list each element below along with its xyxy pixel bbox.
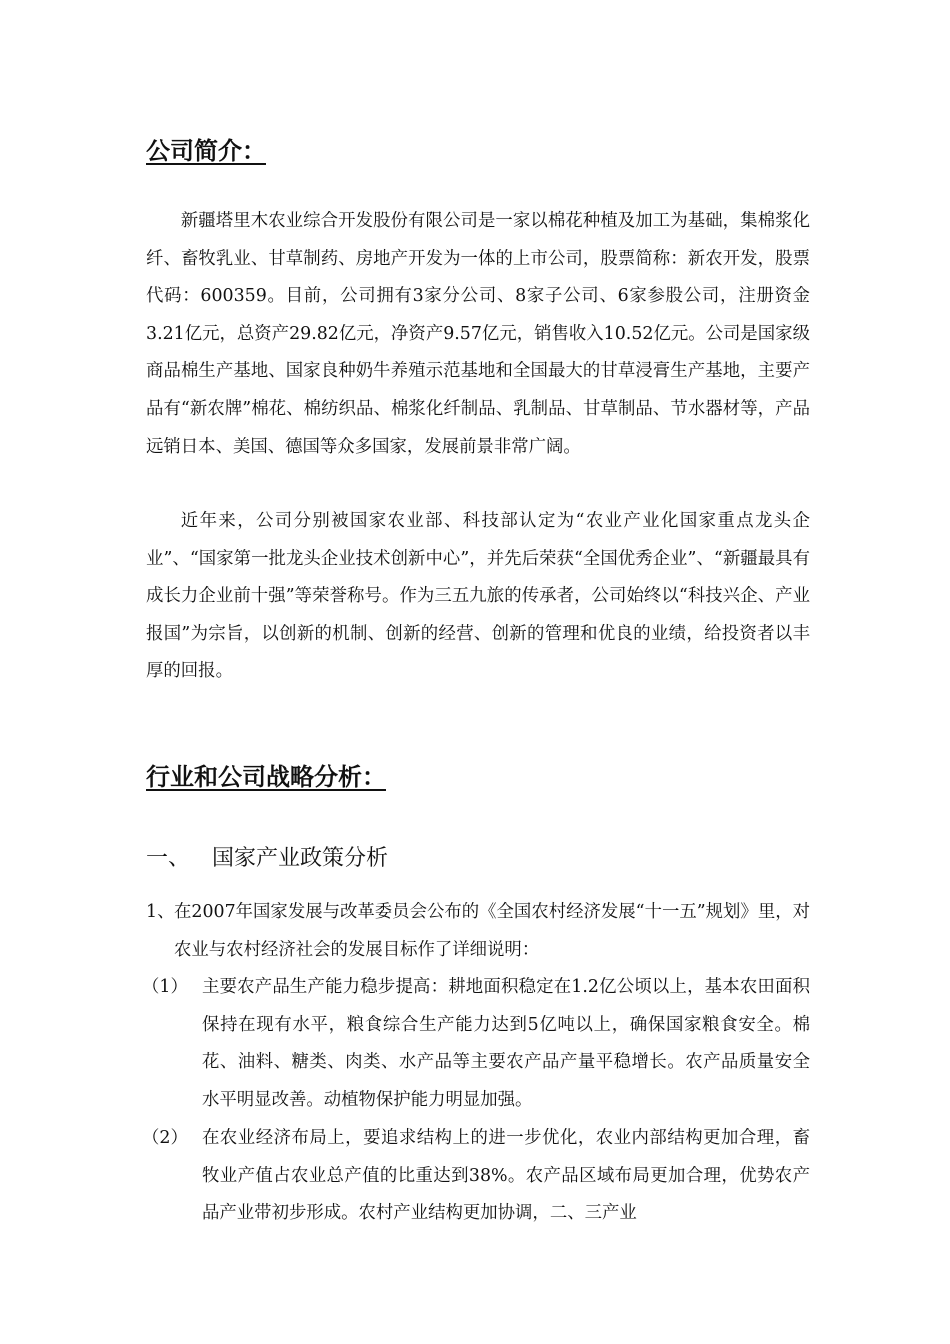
subheading-policy-analysis bbox=[146, 844, 388, 874]
list-subitem-1 bbox=[142, 969, 810, 1119]
subheading-number: 一、 bbox=[146, 846, 191, 871]
heading-strategy-analysis: 行业和公司战略分析： bbox=[146, 763, 386, 791]
list-subitem-1-label: （1） bbox=[142, 977, 188, 997]
paragraph-company-honors: 近年来，公司分别被国家农业部、科技部认定为“农业产业化国家重点龙头企业”、“国家第一批龙头企业技术创新中心”，并先后荣获“全国优秀企业”、“新疆最具有成长力企业前十强”等荣誉称号。作为三五九旅的传承者，公司始终以“科技兴企、产业报国”为宗旨，以创新的机制、创新的经营、创新的管理和优良的业绩，给投资者以丰厚的回报。 bbox=[146, 511, 810, 682]
list-subitem-1-text: 主要农产品生产能力稳步提高：耕地面积稳定在1.2亿公顷以上，基本农田面积保持在现有水平，粮食综合生产能力达到5亿吨以上，确保国家粮食安全。棉花、油料、糖类、肉类、水产品等主要农产品产量平稳增长。农产品质量安全水平明显改善。动植物保护能力明显加强。 bbox=[202, 977, 810, 1110]
list-subitem-2-text: 在农业经济布局上，要追求结构上的进一步优化，农业内部结构更加合理，畜牧业产值占农业总产值的比重达到38%。农产品区域布局更加合理，优势农产品产业带初步形成。农村产业结构更加协调，二、三产业 bbox=[202, 1128, 810, 1224]
list-item-1 bbox=[146, 894, 810, 969]
list-subitem-2-label: （2） bbox=[142, 1128, 188, 1148]
list-subitem-2 bbox=[142, 1120, 810, 1233]
list-item-1-text: 在2007年国家发展与改革委员会公布的《全国农村经济发展“十一五”规划》里，对农业与农村经济社会的发展目标作了详细说明： bbox=[174, 902, 810, 960]
paragraph-company-intro: 新疆塔里木农业综合开发股份有限公司是一家以棉花种植及加工为基础，集棉浆化纤、畜牧乳业、甘草制药、房地产开发为一体的上市公司，股票简称：新农开发，股票代码：600359。目前，公司拥有3家分公司、8家子公司、6家参股公司，注册资金3.21亿元，总资产29.82亿元，净资产9.57亿元，销售收入10.52亿元。公司是国家级商品棉生产基地、国家良种奶牛养殖示范基地和全国最大的甘草浸膏生产基地，主要产品有“新农牌”棉花、棉纺织品、棉浆化纤制品、乳制品、甘草制品、节水器材等，产品远销日本、美国、德国等众多国家，发展前景非常广阔。 bbox=[146, 211, 810, 457]
subheading-title: 国家产业政策分析 bbox=[212, 846, 389, 871]
list-item-1-label: 1、 bbox=[146, 902, 175, 922]
heading-company-profile: 公司简介： bbox=[146, 137, 266, 165]
